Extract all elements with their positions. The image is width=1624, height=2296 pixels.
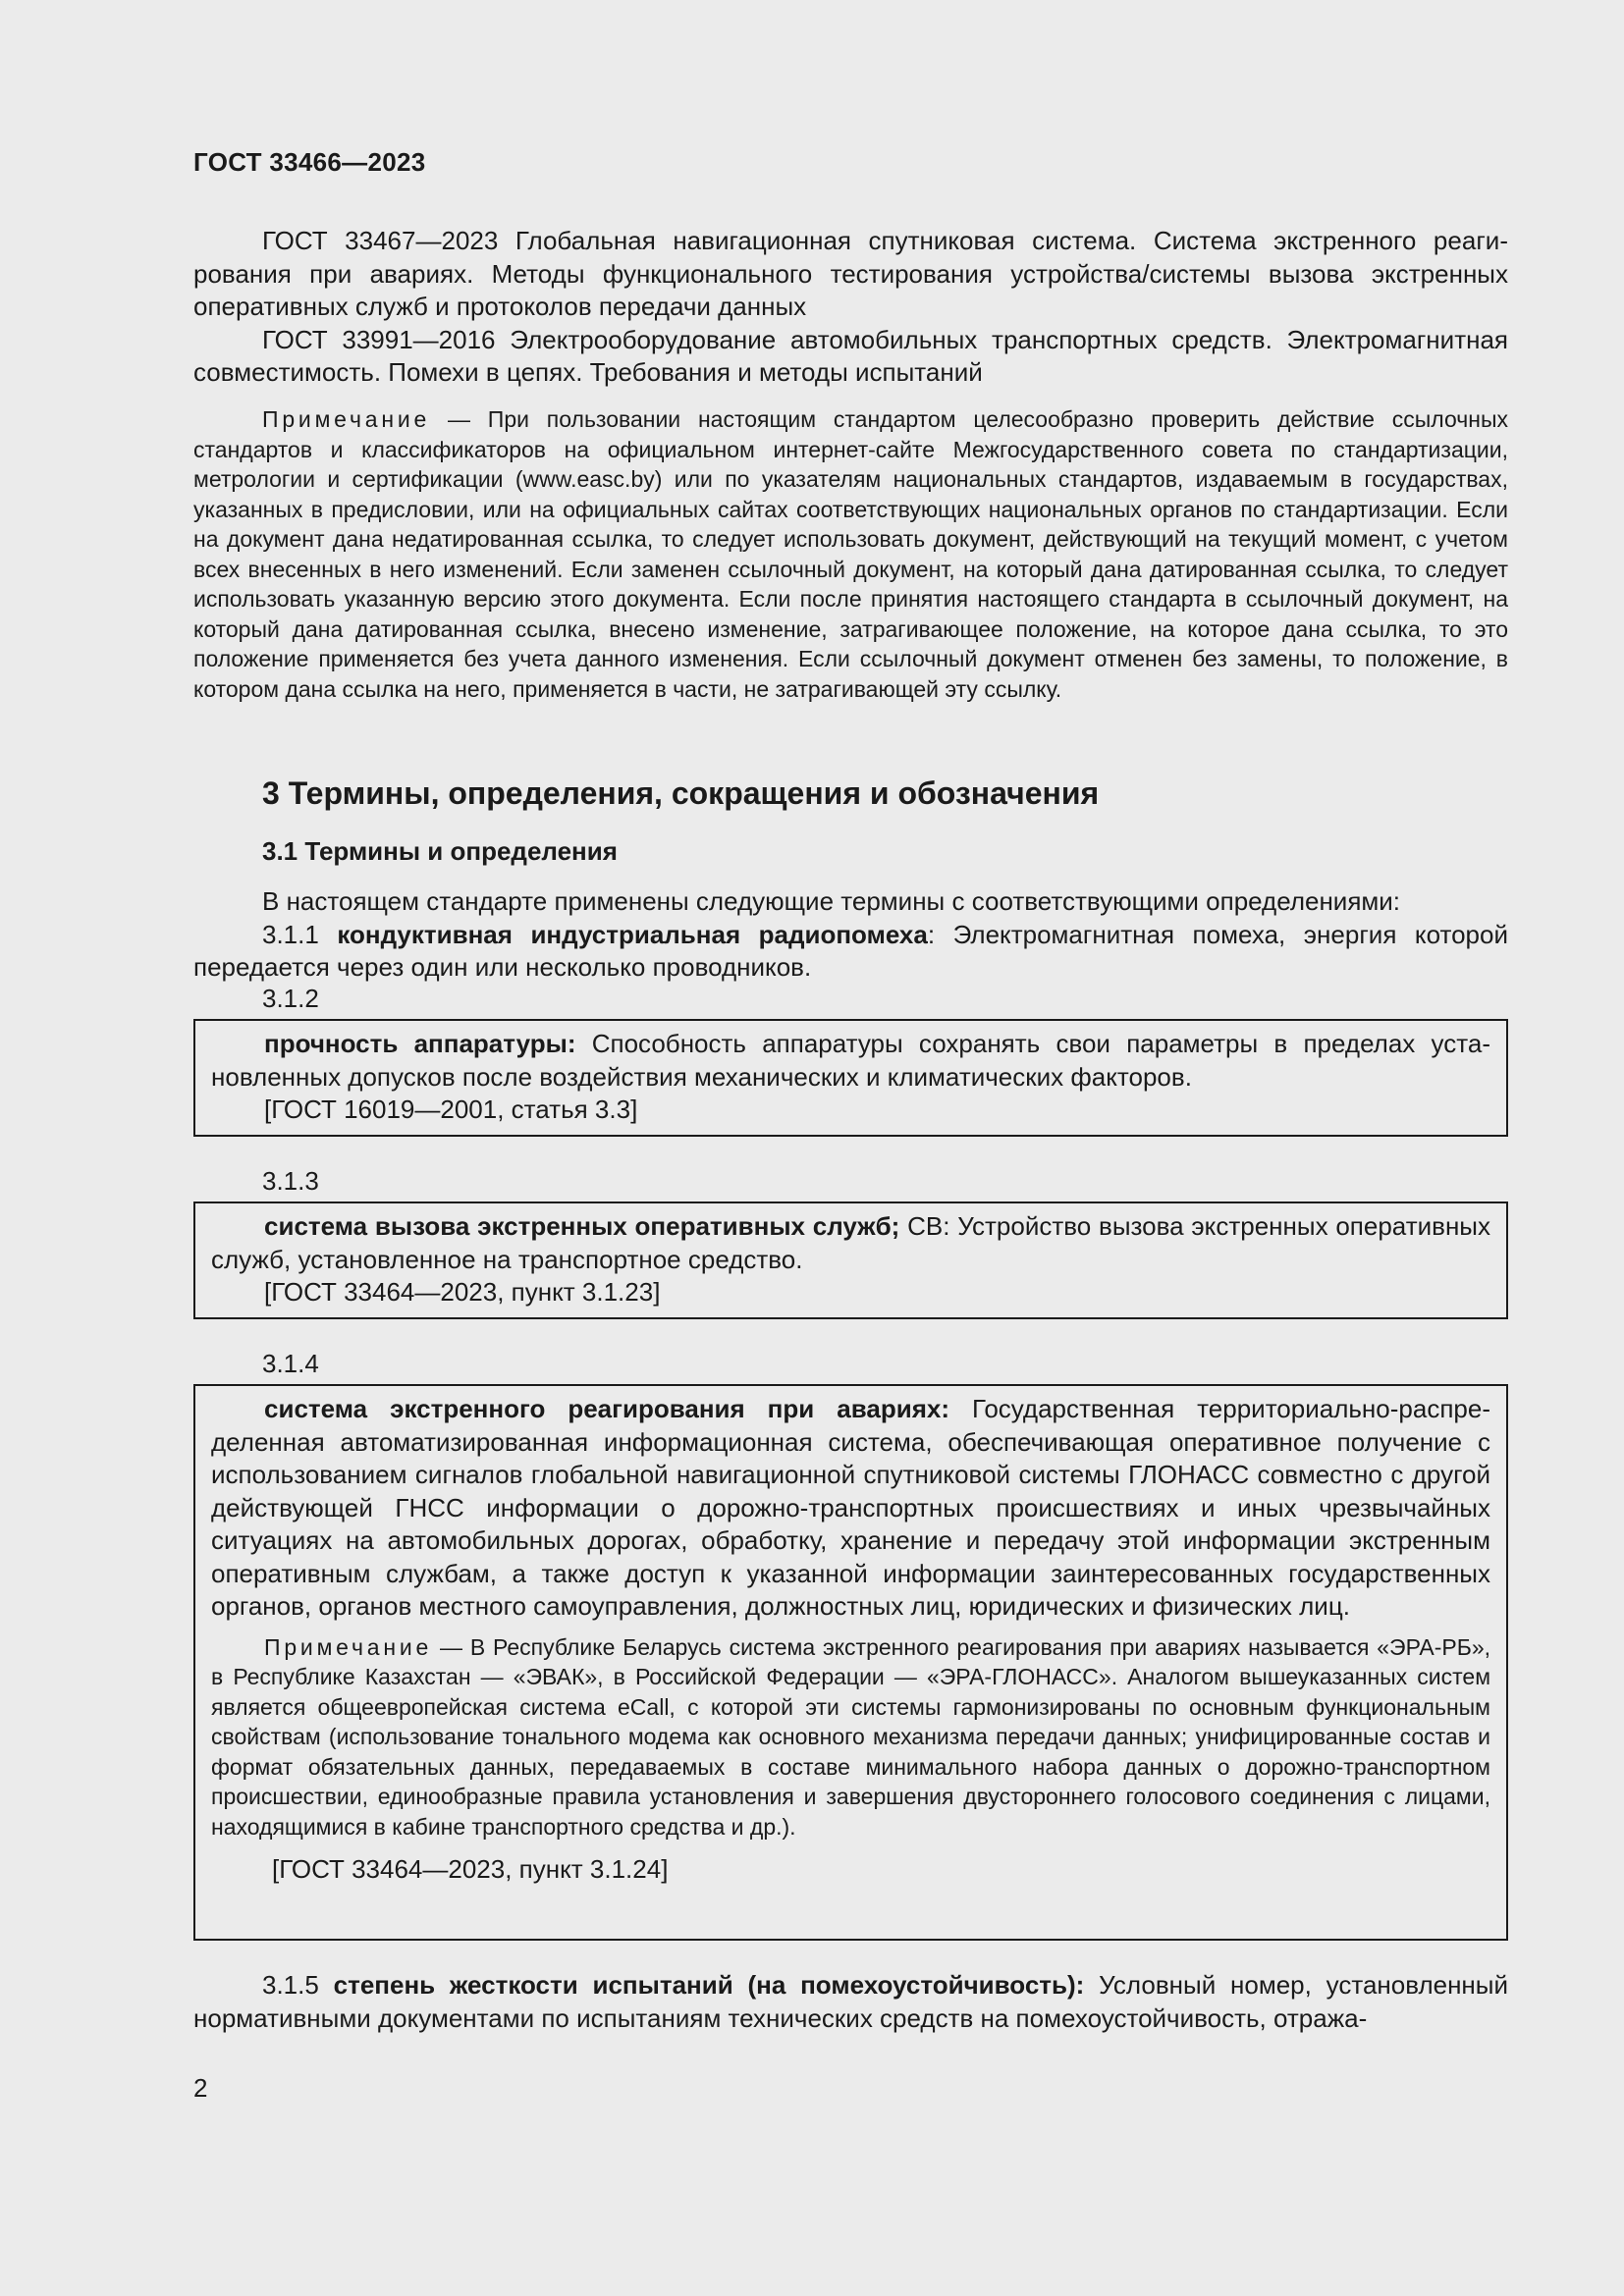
note-text: — В Республике Беларусь система экстренного реагирования при авариях называется «ЭРА-РБ», в Республике Казахстан — «ЭВАК», в Российской Федерации — «ЭРА-ГЛОНАСС». Аналогом вышеуказанных систем является общеевропейская система eCall, с которой эти системы гармонизированы по основным функциональным свойствам (использование тонального модема как основного механизма передачи данных; унифицированные состав и формат обязательных данных, передаваемых в составе минимального набора данных о дорожно-транспортном происшествии, единообразные правила установления и завершения двустороннего голосового соединения с лицами, находящимися в кабине транспортного средства и др.). — [211, 1633, 1490, 1840]
term-box-3-1-2 — [193, 1019, 1508, 1137]
term-name: система вызова экстренных оперативных служб; — [264, 1211, 900, 1241]
note-label: Примечание — [264, 1633, 433, 1660]
term-definition: Способность аппаратуры сохранять свои параметры в пределах установленных допусков после воздействия механических и климатических факторов. — [211, 1029, 1490, 1092]
terms-intro-block — [193, 885, 1508, 985]
note-label: Примечание — [262, 406, 431, 432]
subsection-heading: 3.1 Термины и определения — [262, 836, 618, 866]
note-references — [193, 404, 1508, 704]
term-name: прочность аппаратуры: — [264, 1029, 576, 1058]
term-number: 3.1.4 — [262, 1349, 319, 1378]
term-definition: СВ: Устройство вызова экстренных оперативных служб, установленное на транспортное средство. — [211, 1211, 1490, 1274]
term-number: 3.1.3 — [262, 1166, 319, 1196]
terms-intro: В настоящем стандарте применены следующие термины с соответствующими определениями: — [262, 886, 1401, 916]
term-name: система экстренного реагирования при авариях: — [264, 1394, 949, 1423]
reference-item: ГОСТ 33991—2016 Электрооборудование автомобильных транспортных средств. Электромагнитная совместимость. Помехи в цепях. Требования и методы испытаний — [193, 324, 1508, 387]
term-source: [ГОСТ 16019—2001, статья 3.3] — [264, 1095, 638, 1124]
term-box-3-1-3 — [193, 1201, 1508, 1319]
term-3-1-5-block — [193, 1969, 1508, 2035]
term-name: степень жесткости испытаний (на помехоустойчивость): — [333, 1970, 1085, 2000]
term-3-1-1: 3.1.1 кондуктивная индустриальная радиопомеха: Электромагнитная помеха, энергия которой передается через один или несколько проводников. — [193, 919, 1508, 982]
doc-header-code: ГОСТ 33466—2023 — [193, 147, 426, 177]
normative-references — [193, 225, 1508, 390]
term-box-3-1-4 — [193, 1384, 1508, 1941]
term-definition: Условный номер, установленный нормативными документами по испытаниям технических средств на помехоустойчивость, отража- — [193, 1970, 1509, 2033]
note-text: — При пользовании настоящим стандартом целесообразно проверить действие ссылочных стандартов и классификаторов на официальном интернет-сайте Межгосударственного совета по стандартизации, метрологии и сертификации (www.easc.by) или по указателям национальных стандартов, издаваемым в государствах, указанных в предисловии, или на официальных сайтах соответствующих национальных органов по стандартизации. Если на документ дана недатированная ссылка, то следует использовать документ, действующий на текущий момент, с учетом всех внесенных в него изменений. Если заменен ссылочный документ, на который дана датированная ссылка, то следует использовать указанную версию этого документа. Если после принятия настоящего стандарта в ссылочный документ, на который дана датированная ссылка, внесено изменение, затрагивающее положение, на которое дана ссылка, то это положение применяется без учета данного изменения. Если ссылочный документ отменен без замены, то положение, в котором дана ссылка на него, применяется в части, не затрагивающей эту ссылку. — [193, 406, 1508, 702]
term-definition: : Электромагнитная помеха, энергия которой передается через один или несколько проводников. — [193, 919, 1508, 982]
page-number: 2 — [193, 2073, 208, 2103]
section-heading: 3 Термины, определения, сокращения и обозначения — [262, 775, 1100, 811]
term-3-1-5: 3.1.5 степень жесткости испытаний (на помехоустойчивость): Условный номер, установленный нормативными документами по испытаниям технических средств на помехоустойчивость, отража- — [193, 1970, 1509, 2033]
term-name: кондуктивная индустриальная радиопомеха — [337, 919, 928, 949]
reference-item: ГОСТ 33467—2023 Глобальная навигационная спутниковая система. Система экстренного реагирования при авариях. Методы функционального тестирования устройства/системы вызова экстренных оперативных служб и протоколов передачи данных — [193, 226, 1508, 321]
term-definition: Государственная территориально-распределенная автоматизированная информационная система, обеспечивающая оперативное получение с использованием сигналов глобальной навигационной спутниковой системы ГЛОНАСС совместно с другой действующей ГНСС информации о дорожно-транспортных происшествиях и иных чрезвычайных ситуациях на автомобильных дорогах, обработку, хранение и передачу этой информации экстренным оперативным службам, а также доступ к указанной информации заинтересованных государственных органов, органов местного самоуправления, должностных лиц, юридических и физических лиц. — [211, 1394, 1490, 1621]
term-number: 3.1.2 — [262, 984, 319, 1013]
term-source: [ГОСТ 33464—2023, пункт 3.1.24] — [272, 1854, 669, 1884]
term-source: [ГОСТ 33464—2023, пункт 3.1.23] — [264, 1277, 661, 1307]
